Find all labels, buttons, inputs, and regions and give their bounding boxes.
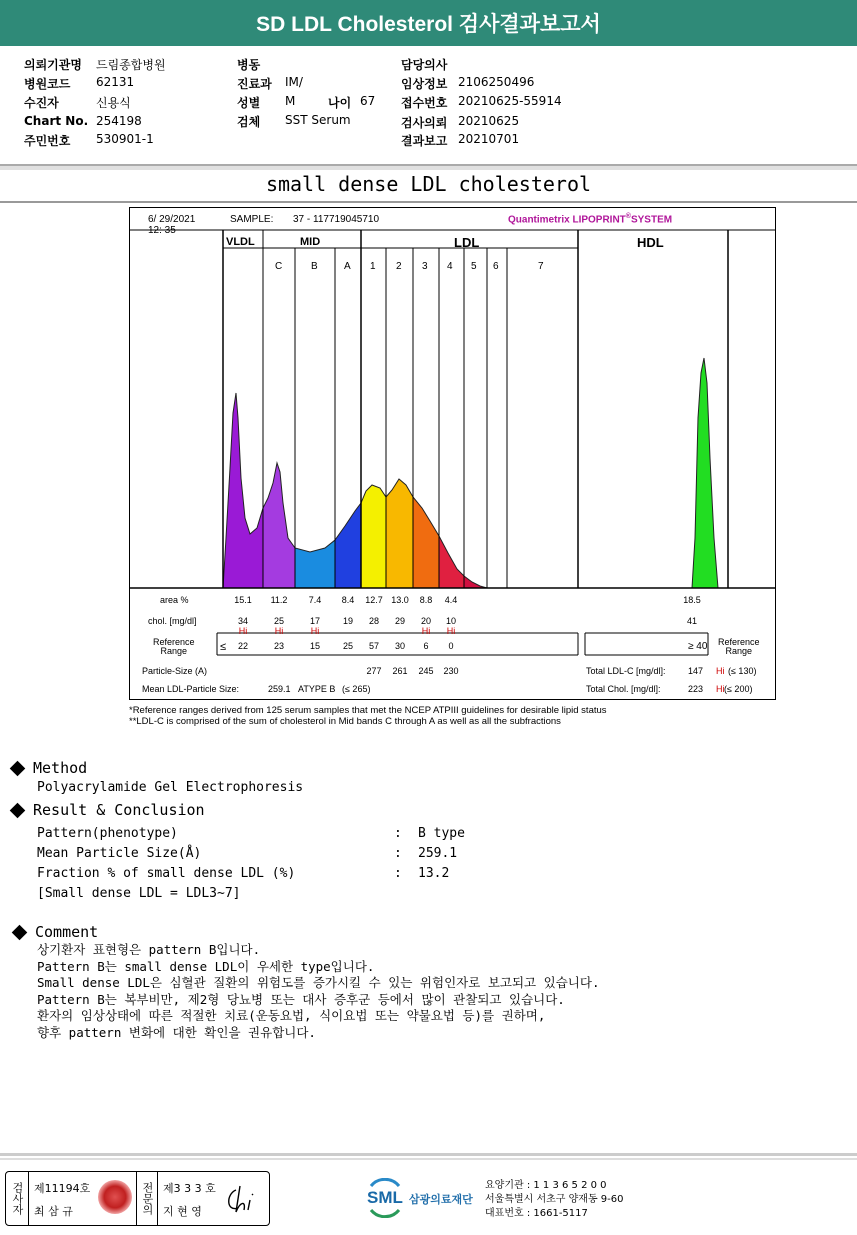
info-label: 주민번호 [24, 134, 71, 148]
info-label: Chart No. [24, 114, 89, 128]
brand [508, 213, 672, 225]
ref-row-label-right [718, 638, 760, 656]
info-label: 의뢰기관명 [24, 58, 82, 72]
info-label: 검사의뢰 [401, 116, 448, 130]
info-value: 신용식 [96, 96, 131, 110]
info-value: SST Serum [285, 113, 351, 127]
lipoprint-chart [129, 207, 776, 700]
particle-size-value: 261 [392, 666, 408, 676]
sample-value: 37 - 117719045710 [293, 214, 380, 225]
chol-hi-flag: Hi [446, 626, 456, 636]
area-value: 7.4 [308, 595, 322, 605]
group-ldl: LDL [454, 235, 480, 250]
info-value: 드림종합병원 [96, 58, 166, 72]
result-label: Fraction % of small dense LDL (%) [37, 866, 296, 881]
report-header [0, 0, 857, 46]
mean-ldl-type [298, 684, 335, 694]
ref-value: 57 [368, 641, 379, 651]
separator [0, 166, 857, 170]
result-label: Pattern(phenotype) [37, 826, 178, 841]
total-chol-value: 223 [688, 684, 704, 694]
chart-date: 6/ 29/2021 [148, 214, 196, 225]
chol-value: 20 [420, 616, 431, 626]
sample-label: SAMPLE: [230, 214, 274, 225]
area-value: 15.1 [234, 595, 252, 605]
area-value: 13.0 [391, 595, 409, 605]
info-value: 254198 [96, 114, 142, 128]
info-label: 수진자 [24, 96, 59, 110]
mean-ldl-ref: (≤ 265) [342, 684, 371, 694]
tester-seal-icon [98, 1180, 132, 1214]
total-ldl-value: 147 [688, 666, 704, 676]
chol-hi-flag: Hi [310, 626, 320, 636]
result-title: Result & Conclusion [33, 801, 205, 819]
result-label: Mean Particle Size(Å) [37, 846, 202, 861]
info-label: 접수번호 [401, 96, 448, 110]
band-label: 1 [370, 261, 376, 272]
hdl-fill [685, 208, 725, 588]
ref-label-line2: Range [160, 646, 188, 656]
ref-value: 6 [423, 641, 429, 651]
result-value: 13.2 [418, 866, 450, 881]
area-value: 4.4 [444, 595, 458, 605]
info-label: 성별 [237, 96, 261, 110]
ref-prefix: ≤ [220, 641, 227, 653]
info-label: 진료과 [237, 77, 272, 91]
group-mid: MID [300, 236, 321, 248]
tester-label: 검사자 [6, 1172, 29, 1225]
group-vldl: VLDL [226, 236, 255, 248]
org-logo-text: SML [367, 1188, 403, 1207]
info-value: M [285, 94, 296, 108]
method-text: Polyacrylamide Gel Electrophoresis [37, 780, 304, 795]
chol-value: 17 [309, 616, 320, 626]
comment-line: 환자의 임상상태에 따른 적절한 치료(운동요법, 식이요법 또는 약물요법 등)를 권하며, [37, 1008, 546, 1023]
ref-label-line2: Range [725, 646, 753, 656]
result-colon: : [394, 866, 402, 881]
chol-row-label: chol. [mg/dl] [148, 616, 197, 626]
brand-name: Quantimetrix LIPOPRINT [508, 214, 626, 226]
footnotes [129, 705, 607, 727]
group-hdl: HDL [637, 235, 664, 250]
addr-line: 대표번호 : 1661-5117 [485, 1208, 588, 1219]
comment-line: Pattern B는 small dense LDL이 우세한 type입니다. [37, 958, 375, 974]
diamond-bullet-icon [10, 803, 26, 819]
specialist-signature-icon [222, 1182, 262, 1216]
comment-line: 상기환자 표현형은 pattern B입니다. [37, 942, 261, 957]
chol-hi-flag: Hi [274, 626, 284, 636]
total-chol-ref: (≤ 200) [724, 684, 753, 694]
area-value: 8.4 [341, 595, 355, 605]
hdl-chol-value: 41 [686, 616, 697, 626]
org-address [485, 1179, 624, 1221]
result-colon: : [394, 826, 402, 841]
result-section [12, 800, 205, 819]
band-label: 4 [447, 261, 453, 272]
comment-line: Small dense LDL은 심혈관 질환의 위험도를 증가시킬 수 있는 위험인자로 보고되고 있습니다. [37, 975, 600, 990]
particle-size-label: Particle-Size (A) [142, 666, 208, 676]
report-header-title: SD LDL Cholesterol 검사결과보고서 [256, 13, 601, 36]
method-section [12, 758, 304, 795]
band-label: C [275, 261, 283, 272]
result-value: 259.1 [418, 846, 458, 861]
total-ldl-label: Total LDL-C [mg/dl]: [586, 666, 666, 676]
age-value: 67 [360, 94, 376, 108]
info-value: 20210701 [458, 132, 520, 146]
org-logo [365, 1178, 473, 1222]
chol-hi-flag: Hi [238, 626, 248, 636]
footer-separator [0, 1158, 857, 1160]
ref-label-line1: Reference [718, 637, 760, 647]
chol-value: 34 [237, 616, 248, 626]
ref-value: 15 [309, 641, 320, 651]
info-label: 임상정보 [401, 77, 448, 91]
org-name: 삼광의료재단 [409, 1193, 473, 1206]
total-ldl-ref: (≤ 130) [728, 666, 757, 676]
ref-value: 0 [448, 641, 454, 651]
info-value: 20210625 [458, 114, 520, 128]
info-value: 20210625-55914 [458, 94, 562, 108]
info-label: 병원코드 [24, 77, 71, 91]
info-label: 병동 [237, 58, 261, 72]
band-label: 2 [396, 261, 402, 272]
chol-value: 10 [445, 616, 456, 626]
info-value: 2106250496 [458, 75, 535, 89]
band-label: 7 [538, 261, 544, 272]
brand-tail: SYSTEM [630, 214, 673, 226]
area-value: 12.7 [365, 595, 383, 605]
info-label: 담당의사 [401, 58, 448, 72]
diamond-bullet-icon [12, 925, 28, 941]
patient-info [0, 46, 857, 166]
report-title: small dense LDL cholesterol [265, 172, 592, 196]
band-label: B [311, 261, 318, 272]
ref-value: 30 [394, 641, 405, 651]
result-colon: : [394, 846, 402, 861]
footnote: *Reference ranges derived from 125 serum samples that met the NCEP ATPIII guidelines for desirable lipid status [129, 705, 607, 716]
info-label: 결과보고 [401, 134, 448, 148]
band-label: 5 [471, 261, 477, 272]
mean-type-text: ATYPE B [298, 684, 336, 694]
info-value: IM/ [285, 75, 303, 89]
addr-line: 서울특별시 서초구 양재동 9-60 [485, 1194, 624, 1205]
area-value: 8.8 [419, 595, 433, 605]
comment-section [14, 922, 98, 941]
result-note: [Small dense LDL = LDL3~7] [37, 886, 241, 901]
area-row-label: area % [160, 595, 189, 605]
comment-body [37, 942, 599, 1041]
band-label: A [344, 261, 351, 272]
band-label: 3 [422, 261, 428, 272]
specialist-label: 전문의 [136, 1172, 158, 1225]
chart-time: 12: 35 [148, 225, 176, 236]
tester-name: 최 삼 규 [34, 1205, 73, 1218]
diamond-bullet-icon [10, 761, 26, 777]
specialist-license: 제3 3 3 호 [163, 1182, 216, 1195]
specialist-name: 지 현 영 [163, 1205, 202, 1218]
comment-line: Pattern B는 복부비만, 제2형 당뇨병 또는 대사 증후군 등에서 많이 관찰되고 있습니다. [37, 991, 565, 1007]
hdl-ref: ≥ 40 [688, 641, 708, 652]
ref-label-line1: Reference [153, 637, 195, 647]
mean-ldl-value: 259.1 [268, 684, 291, 694]
area-value: 11.2 [270, 595, 288, 605]
particle-size-value: 277 [366, 666, 382, 676]
ref-row-label [153, 638, 195, 656]
comment-title: Comment [35, 923, 99, 941]
method-title: Method [33, 759, 88, 777]
tester-license: 제11194호 [34, 1182, 91, 1195]
ref-value: 23 [273, 641, 284, 651]
total-chol-hi: Hi [716, 684, 725, 694]
age-label: 나이 [328, 96, 352, 110]
chol-value: 28 [368, 616, 379, 626]
ref-value: 25 [342, 641, 353, 651]
hdl-area-value: 18.5 [683, 595, 701, 605]
info-value: 530901-1 [96, 132, 154, 146]
info-value: 62131 [96, 75, 135, 89]
chol-value: 19 [342, 616, 353, 626]
total-chol-label: Total Chol. [mg/dl]: [586, 684, 661, 694]
chol-hi-flag: Hi [421, 626, 431, 636]
mean-ldl-label: Mean LDL-Particle Size: [142, 684, 240, 694]
particle-size-value: 230 [443, 666, 459, 676]
addr-line: 요양기관 : 1 1 3 6 5 2 0 0 [485, 1180, 607, 1191]
ref-value: 22 [237, 641, 248, 651]
total-ldl-hi: Hi [716, 666, 725, 676]
footer-separator [0, 1153, 857, 1156]
chol-value: 29 [394, 616, 405, 626]
info-label: 검체 [237, 115, 261, 129]
signature-box [5, 1171, 270, 1226]
comment-line: 향후 pattern 변화에 대한 확인을 권유합니다. [37, 1024, 316, 1040]
chol-value: 25 [273, 616, 284, 626]
band-label: 6 [493, 261, 499, 272]
brand-registered-mark: ® [625, 213, 631, 220]
result-value: B type [418, 826, 465, 841]
vldl-fill [223, 208, 263, 588]
footnote: **LDL-C is comprised of the sum of cholesterol in Mid bands C through A as well as all the subfractions [129, 716, 561, 727]
particle-size-value: 245 [418, 666, 434, 676]
